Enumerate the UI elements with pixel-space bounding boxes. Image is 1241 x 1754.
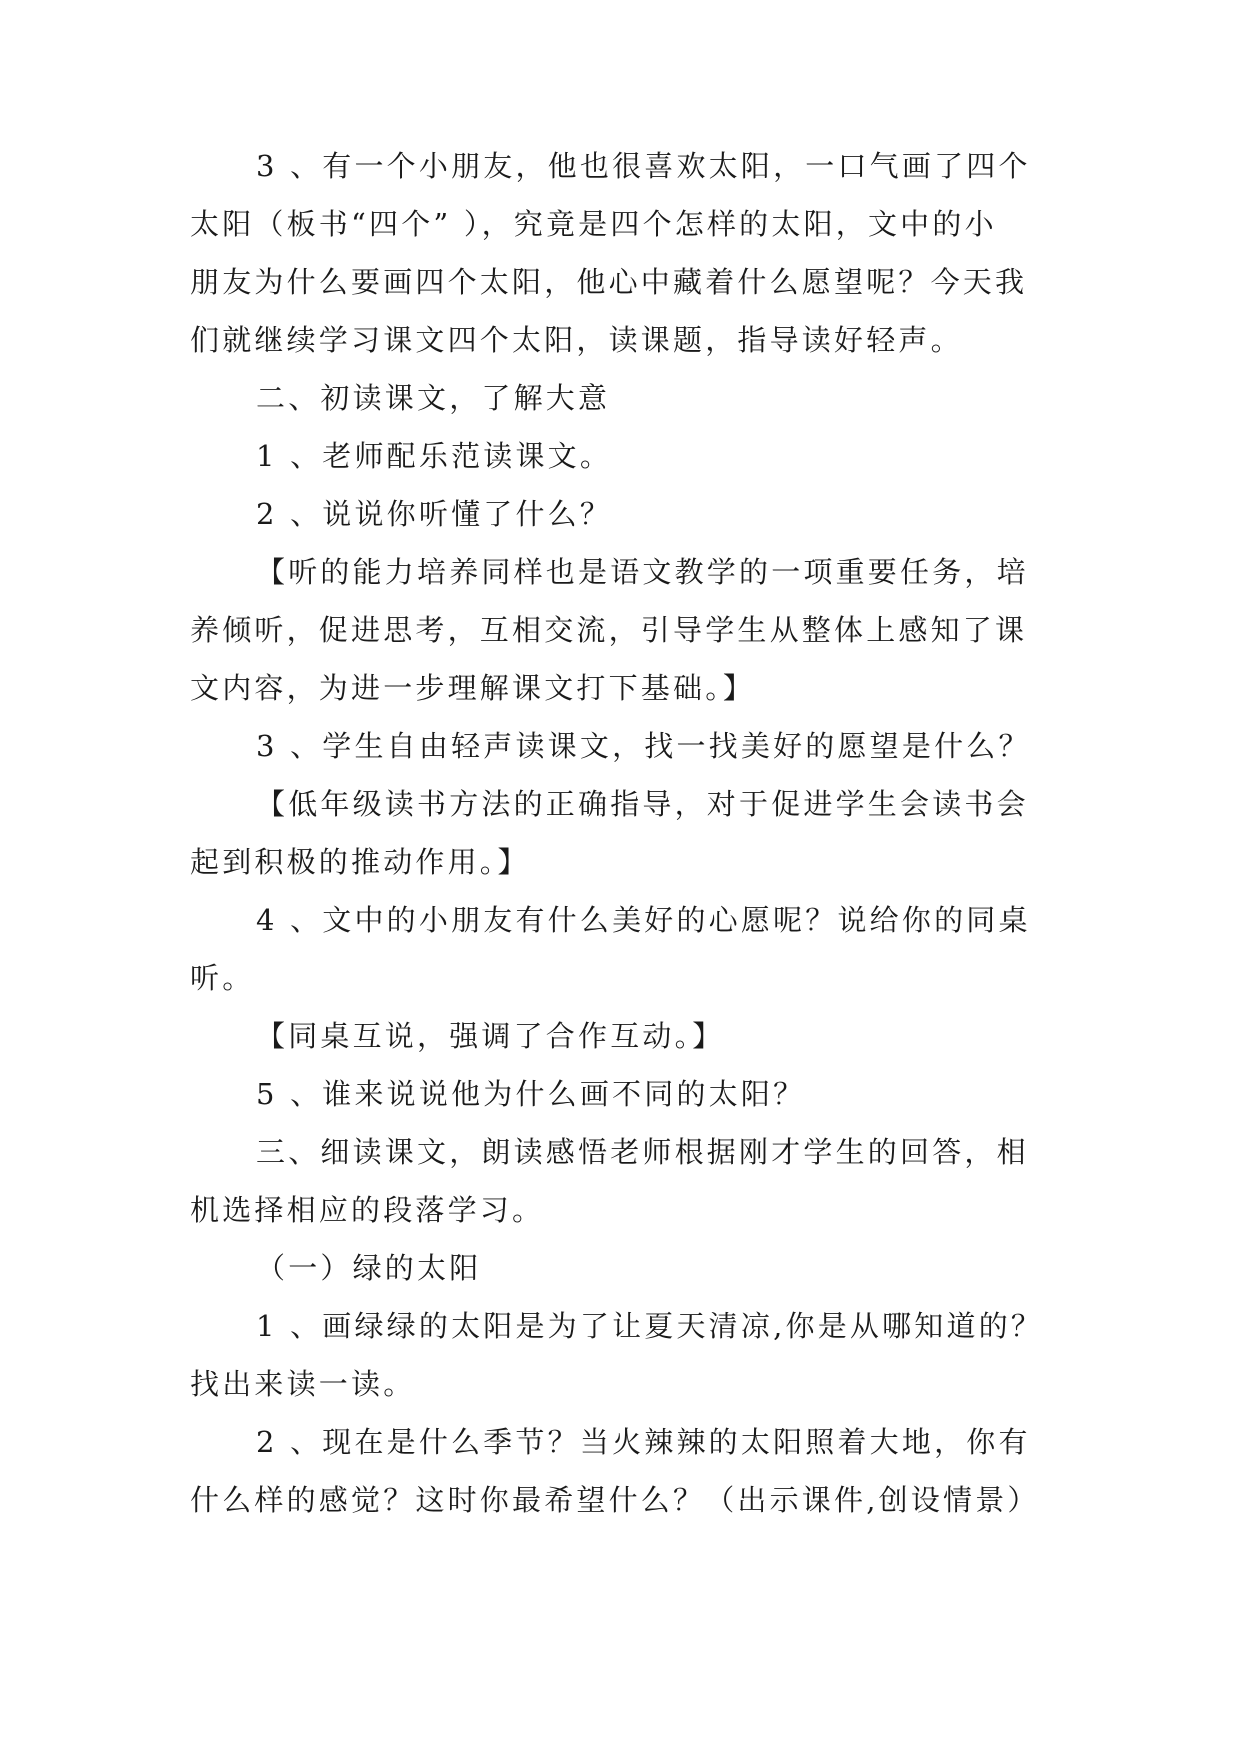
annotation-line: 养倾听，促进思考，互相交流，引导学生从整体上感知了课 (190, 613, 1028, 647)
text-line: 4 、文中的小朋友有什么美好的心愿呢？说给你的同桌 (256, 903, 1031, 937)
text-line: 听。 (190, 961, 255, 995)
text-line: 们就继续学习课文四个太阳，读课题，指导读好轻声。 (190, 323, 963, 357)
annotation-line: 【同桌互说，强调了合作互动。】 (256, 1019, 725, 1053)
text-line: 2 、说说你听懂了什么？ (256, 497, 613, 531)
text-line: 太阳（板书“四个” ），究竟是四个怎样的太阳，文中的小 (190, 207, 997, 241)
section-heading: 二、初读课文，了解大意 (256, 381, 611, 415)
text-line: 什么样的感觉？这时你最希望什么？（出示课件,创设情景） (190, 1483, 1040, 1517)
text-line: 朋友为什么要画四个太阳，他心中藏着什么愿望呢？今天我 (190, 265, 1028, 299)
text-line: 1 、老师配乐范读课文。 (256, 439, 613, 473)
annotation-line: 文内容，为进一步理解课文打下基础。】 (190, 671, 756, 705)
annotation-line: 【低年级读书方法的正确指导，对于促进学生会读书会 (256, 787, 1029, 821)
text-line: 1 、画绿绿的太阳是为了让夏天清凉,你是从哪知道的？ (256, 1309, 1044, 1343)
text-line: 2 、现在是什么季节？当火辣辣的太阳照着大地，你有 (256, 1425, 1031, 1459)
annotation-line: 【听的能力培养同样也是语文教学的一项重要任务，培 (256, 555, 1029, 589)
text-line: 找出来读一读。 (190, 1367, 416, 1401)
subsection-heading: （一）绿的太阳 (256, 1251, 482, 1285)
text-line: 3 、学生自由轻声读课文，找一找美好的愿望是什么？ (256, 729, 1031, 763)
section-heading: 三、细读课文，朗读感悟老师根据刚才学生的回答，相 (256, 1135, 1029, 1169)
annotation-line: 起到积极的推动作用。】 (190, 845, 530, 879)
text-line: 5 、谁来说说他为什么画不同的太阳？ (256, 1077, 806, 1111)
text-line: 机选择相应的段落学习。 (190, 1193, 545, 1227)
text-line: 3 、有一个小朋友，他也很喜欢太阳，一口气画了四个 (256, 149, 1031, 183)
